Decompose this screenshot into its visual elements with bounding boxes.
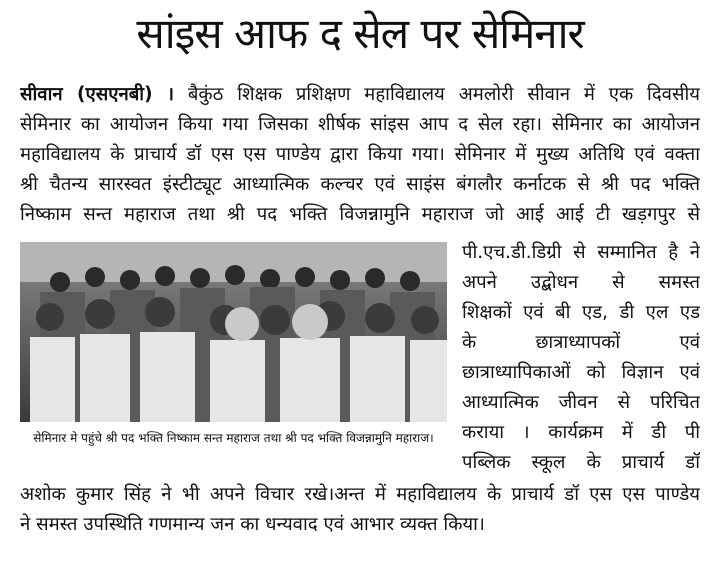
wrap-line-2: अपने उद्बोधन से समस्त xyxy=(462,272,700,293)
article-line-1-text: बैकुंठ शिक्षक प्रशिक्षण महाविद्यालय अमलोरी सीवान में एक दिवसीय xyxy=(187,84,700,105)
photo-caption: सेमिनार मे पहुंचे श्री पद भक्ति निष्काम सन्त महाराज तथा श्री पद भक्ति विजन्नामुनि महाराज। xyxy=(33,431,434,445)
article-line-bottom-1: अशोक कुमार सिंह ने भी अपने विचार रखे।अन्त में महाविद्यालय के प्राचार्य डॉ एस एस पाण्डेय xyxy=(20,484,700,505)
article-line-2: सेमिनार का आयोजन किया गया जिसका शीर्षक सांइस आप द सेल रहा। सेमिनार का आयोजन xyxy=(20,114,700,135)
article-line-4: श्री चैतन्य सारस्वत इंस्टीट्यूट आध्यात्मिक कल्चर एवं साइंस बंगलौर कर्नाटक से श्री पद भक्ति xyxy=(20,174,700,195)
article-line-3: महाविद्यालय के प्राचार्य डॉ एस एस पाण्डेय द्वारा किया गया। सेमिनार में मुख्य अतिथि एवं वक्ता xyxy=(20,144,700,165)
article-line-bottom-2: ने समस्त उपस्थिति गणमान्य जन का धन्यवाद एवं आभार व्यक्त किया। xyxy=(20,514,485,535)
wrap-line-1: पी.एच.डी.डिग्री से सम्मानित है ने xyxy=(462,242,700,263)
wrap-line-3: शिक्षकों एवं बी एड, डी एल एड xyxy=(462,302,700,323)
news-photo xyxy=(20,242,447,422)
wrap-line-8: पब्लिक स्कूल के प्राचार्य डॉ xyxy=(462,452,700,473)
dateline: सीवान (एसएनबी) । xyxy=(20,84,174,105)
wrap-line-4: के छात्राध्यापकों एवं xyxy=(462,332,700,353)
group-photo-image xyxy=(20,242,447,422)
article-line-5: निष्काम सन्त महाराज तथा श्री पद भक्ति विजन्नामुनि महाराज जो आई आई टी खड़गपुर से xyxy=(20,204,700,225)
wrap-line-7: कराया । कार्यक्रम में डी पी xyxy=(462,422,700,443)
wrap-line-5: छात्राध्यापिकाओं को विज्ञान एवं xyxy=(462,362,700,383)
wrap-line-6: आध्यात्मिक जीवन से परिचित xyxy=(462,392,700,413)
article-line-1 xyxy=(20,80,700,110)
headline: सांइस आफ द सेल पर सेमिनार xyxy=(136,9,584,58)
